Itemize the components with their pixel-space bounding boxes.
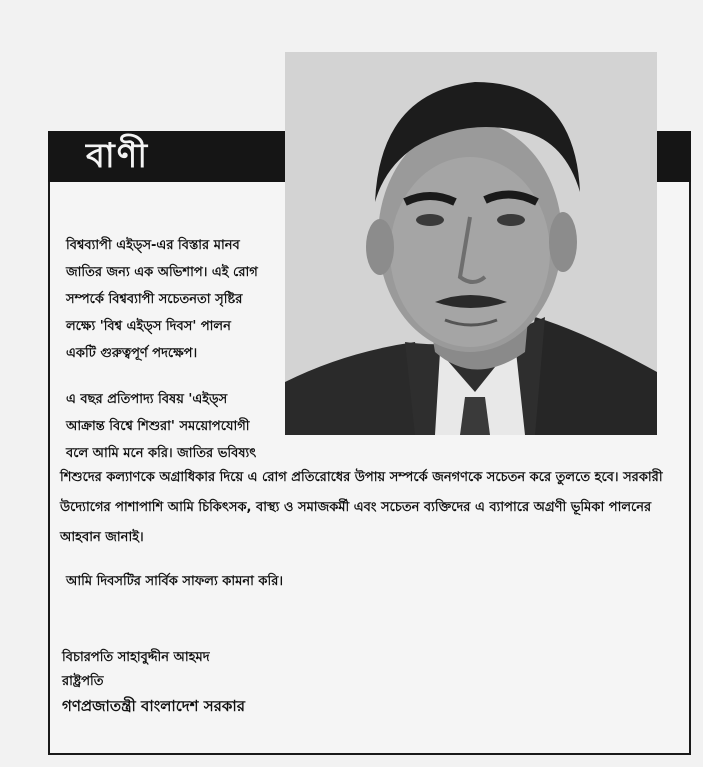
title-bar	[48, 131, 290, 182]
signature-name: বিচারপতি সাহাবুদ্দীন আহমদ	[62, 650, 210, 665]
message-paragraph-2: এ বছর প্রতিপাদ্য বিষয় 'এইড্স আক্রান্ত বিশ্বে শিশুরা' সময়োপযোগী বলে আমি মনে করি। জাতির ভবিষ্যৎ	[66, 392, 257, 461]
message-paragraph-2-continued: শিশুদের কল্যাণকে অগ্রাধিকার দিয়ে এ রোগ প্রতিরোধের উপায় সম্পর্কে জনগণকে সচেতন করে তুলতে হবে। সরকারী উদ্যোগের পাশাপাশি আমি চিকিৎসক, বাস্থ্য ও সমাজকর্মী এবং সচেতন ব্যক্তিদের এ ব্যাপারে অগ্রণী ভূমিকা পালনের আহবান জানাই।	[60, 470, 663, 545]
page-title: বাণী	[86, 136, 150, 176]
message-paragraph-1: বিশ্বব্যাপী এইড্স-এর বিস্তার মানব জাতির জন্য এক অভিশাপ। এই রোগ সম্পর্কে বিশ্বব্যাপী সচেতনতা সৃষ্টির লক্ষ্যে 'বিশ্ব এইড্স দিবস' পালন একটি গুরুত্বপূর্ণ পদক্ষেপ।	[66, 238, 258, 361]
signature-designation: রাষ্ট্রপতি	[62, 674, 104, 689]
title-bar-right	[656, 131, 691, 182]
signature-office: গণপ্রজাতন্ত্রী বাংলাদেশ সরকার	[62, 697, 245, 715]
message-paragraph-3: আমি দিবসটির সার্বিক সাফল্য কামনা করি।	[66, 574, 284, 589]
portrait-photo	[285, 52, 657, 435]
